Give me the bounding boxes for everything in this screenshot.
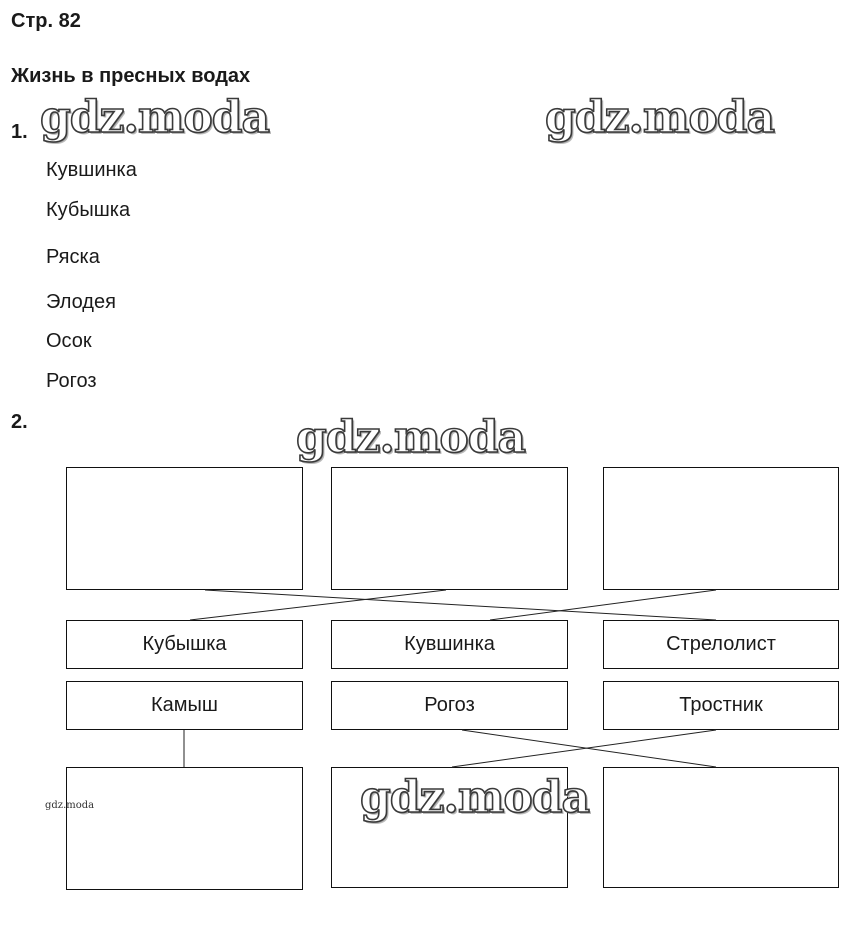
- section-title: Жизнь в пресных водах: [11, 65, 251, 87]
- connector-line: [190, 590, 446, 620]
- connector-line: [452, 730, 716, 767]
- watermark-small: gdz.moda: [45, 800, 95, 811]
- plant-item-1: Кувшинка: [46, 159, 137, 181]
- empty-answer-box-top-2: [331, 467, 568, 590]
- watermark-logo: gdz.moda: [360, 772, 590, 823]
- plant-item-4: Элодея: [46, 291, 116, 313]
- connector-line: [490, 590, 716, 620]
- task-1-number: 1.: [11, 121, 28, 143]
- plant-item-6: Рогоз: [46, 370, 97, 392]
- label-box-strelolist: Стрелолист: [603, 620, 839, 669]
- watermark-logo: gdz.moda: [296, 412, 526, 463]
- label-box-rogoz: Рогоз: [331, 681, 568, 730]
- label-box-trostnik: Тростник: [603, 681, 839, 730]
- label-box-kuvshinka: Кувшинка: [331, 620, 568, 669]
- label-box-kamysh: Камыш: [66, 681, 303, 730]
- connector-line: [205, 590, 716, 620]
- plant-item-2: Кубышка: [46, 199, 131, 221]
- label-box-kubyshka: Кубышка: [66, 620, 303, 669]
- empty-answer-box-bottom-1: [66, 767, 303, 890]
- page-number: Стр. 82: [11, 10, 81, 32]
- watermark-logo: gdz.moda: [545, 92, 775, 143]
- watermark-logo: gdz.moda: [40, 92, 270, 143]
- connector-line: [462, 730, 716, 767]
- plant-item-5: Осок: [46, 330, 92, 352]
- empty-answer-box-bottom-3: [603, 767, 839, 888]
- empty-answer-box-top-3: [603, 467, 839, 590]
- plant-item-3: Ряска: [46, 246, 100, 268]
- task-2-number: 2.: [11, 411, 28, 433]
- empty-answer-box-top-1: [66, 467, 303, 590]
